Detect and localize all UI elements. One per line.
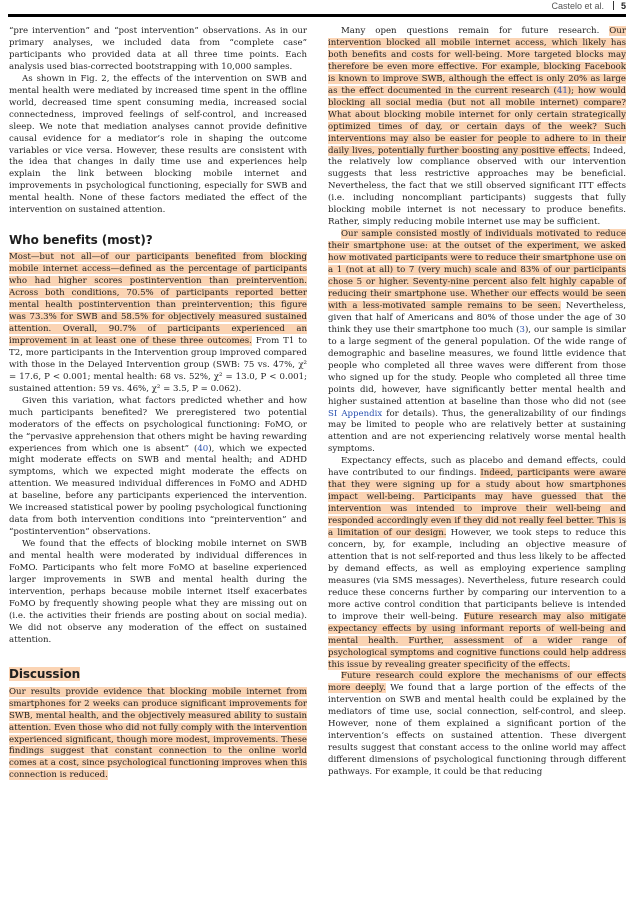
si-appendix-link[interactable]: SI Appendix [328, 408, 383, 419]
header-rule [8, 14, 626, 17]
text-run: Expectancy effects, such as placebo and demand effects, could have contributed to our findings. [328, 456, 626, 479]
citation-link[interactable]: 3 [519, 324, 525, 335]
paragraph [328, 456, 626, 671]
text-run: ), our sample is similar to a large segment of the general population. Of the wide range of demographic and baseline measures, we found little evidence that people who completed all three waves were different from those who signed up for the study. People who completed all three time points did, however, have significantly better mental health and higher sustained attention at baseline than those who did not (see [328, 324, 626, 407]
running-author: Castelo et al. [551, 1, 604, 11]
citation-link[interactable]: 41 [556, 85, 568, 96]
paragraph: As shown in Fig. 2, the effects of the intervention on SWB and mental health were mediated by increased time spent in the offline world, decreased time spent consuming media, increased social connectedness, improved feelings of self-control, and increased sleep. We note that mediation analyses cannot provide definitive causal evidence for a mediator’s role in shaping the outcome variables or vice versa. However, these results are consistent with the idea that changes in daily time use and experiences help explain the link between blocking mobile internet and improvements in psychological functioning, especially for SWB and mental health. None of these factors mediated the effect of the intervention on sustained attention. [9, 73, 307, 216]
highlight: Most—but not all—of our participants benefited from blocking mobile internet access—defined as the percentage of participants who had higher scores postintervention than preintervention. Across both conditions, 70.5% of participants reported better mental health postintervention than preintervention; this figure was 73.3% for SWB and 58.5% for objectively measured sustained attention. Overall, 90.7% of participants experienced an improvement in at least one of these three outcomes. [9, 252, 307, 346]
highlight: Our sample consisted mostly of individuals motivated to reduce their smartphone use: at the outset of the experiment, we asked how motivated participants were to reduce their smartphone use on a 1 (not at all) to 7 (very much) scale and 83% of our participants chose 5 or higher. Seventy-nine percent also felt highly capable of reducing their smartphone use. Whether our effects would be seen with a less-motivated sample remains to be seen. [328, 229, 626, 311]
text-run: Nevertheless, given that half of Americans and 80% of those under the age of 30 think they use their smartphone too much ( [328, 300, 626, 335]
highlight: Future research could explore the mechanisms of our effects more deeply. [328, 671, 626, 694]
section-heading-who-benefits: Who benefits (most)? [9, 233, 153, 248]
highlight: Discussion [9, 666, 81, 681]
paragraph: “pre intervention” and “post intervention” observations. As in our primary analyses, we included data from “complete case” participants who provided data at all three time points. Each analysis used bias-corrected bootstrapping with 10,000 samples. [9, 26, 307, 72]
right-column [328, 26, 626, 779]
paragraph [9, 687, 307, 783]
highlight: ); how would blocking all social media (but not all mobile internet) compare? What about blocking mobile internet for only certain strategically optimized times of day, or certain days of the week? Such interventions may also be easier for people to adhere to in their daily lives, potentially further boosting any positive effects. [328, 85, 626, 156]
paragraph [9, 396, 307, 539]
highlight: Future research may also mitigate expectancy effects by using informant reports of well-being and mental health. Further, assessment of a wider range of psychological symptoms and cognitive functions could help address this issue by revealing greater specificity of the effects. [328, 611, 626, 670]
text-run: ), which we expected might moderate effects on SWB and mental health; and ADHD symptoms, which we expected might moderate the effects on attention. We measured individual differences in FoMO and ADHD at baseline, before any participants experienced the intervention. We increased statistical power by pooling psychological functioning data from both intervention conditions into “preintervention” and “postintervention” observations. [9, 443, 307, 538]
text-run: Indeed, the relatively low compliance observed with our intervention suggests that less restrictive approaches may be beneficial. Nevertheless, the fact that we still observed significant ITT effects (i.e. including noncompliant participants) suggests that fully blocking mobile internet is not necessary to produce benefits. Rather, simply reducing mobile internet use may be sufficient. [328, 145, 626, 228]
paragraph [328, 26, 626, 229]
text-run: We found that a large portion of the effects of the intervention on SWB and mental health could be explained by the mediators of time use, social connection, self-control, and sleep. However, none of them explained a significant portion of the intervention’s effects on sustained attention. These divergent results suggest that constant access to the online world may affect different dimensions of psychological functioning through different pathways. For example, it could be that reducing [328, 683, 626, 778]
left-column [9, 26, 307, 782]
paragraph: We found that the effects of blocking mobile internet on SWB and mental health were moderated by individual differences in FoMO. Participants who felt more FoMO at baseline experienced larger improvements in SWB and mental health during the intervention, perhaps because mobile internet itself exacerbates FoMO by frequently showing people what they are missing out on (i.e. the activities their friends are posting about on social media). We did not observe any moderation of the effect on sustained attention. [9, 539, 307, 645]
text-run: Many open questions remain for future research. [341, 26, 610, 36]
text-run: However, we took steps to reduce this concern, by, for example, including an objective measure of attention that is not self-reported and thus less likely to be affected by demand effects, as well as employing experience sampling measures (via SMS messages). Nevertheless, future research could reduce these concerns further by comparing our intervention to a more active control condition that participants believe is intended to improve their well-being. [328, 528, 627, 622]
highlight: Indeed, participants were aware that they were signing up for a study about how smartphones impact well-being. Participants may have guessed that the intervention was intended to improve their well-being and responded accordingly even if they did not really feel better. This is a limitation of our design. [328, 468, 626, 539]
page-header [0, 0, 634, 14]
text-run: Given this variation, what factors predicted whether and how much participants benefited? We preregistered two potential moderators of the effects on psychological functioning: FoMO, or the “pervasive apprehension that others might be having rewarding experiences from which one is absent” ( [9, 395, 307, 454]
highlight: Our results provide evidence that blocking mobile internet from smartphones for 2 weeks can produce significant improvements for SWB, mental health, and the objectively measured ability to sustain attention. Even those who did not fully comply with the intervention experienced significant, though more modest, improvements. These findings suggest that constant connection to the online world comes at a cost, since psychological functioning improves when this connection is reduced. [9, 686, 307, 781]
text-run: for details). Thus, the generalizability of our findings may be limited to people who are relatively better at sustaining attention and are not experiencing relatively worse mental health symptoms. [328, 408, 626, 455]
section-heading-discussion [9, 667, 307, 682]
highlight: Our intervention blocked all mobile internet access, which likely has both benefits and costs for well-being. More targeted blocks may therefore be even more effective. For example, blocking Facebook is known to improve SWB, although the effect is only 20% as large as the effect documented in the current research ( [328, 26, 626, 96]
paragraph [328, 229, 626, 456]
page-number: 5 [620, 1, 626, 11]
header-separator [613, 1, 614, 10]
paragraph [328, 671, 626, 779]
paragraph [9, 252, 307, 395]
citation-link[interactable]: 40 [197, 443, 209, 454]
text-run: From T1 to T2, more participants in the Intervention group improved compared with those in the Delayed Intervention group (SWB: 75 vs. 47%, χ² = 17.6, P < 0.001; mental health: 68 vs. 52%, χ² = 13.0, P < 0.001; sustained attention: 59 vs. 46%, χ² = 3.5, P = 0.062). [9, 335, 307, 394]
